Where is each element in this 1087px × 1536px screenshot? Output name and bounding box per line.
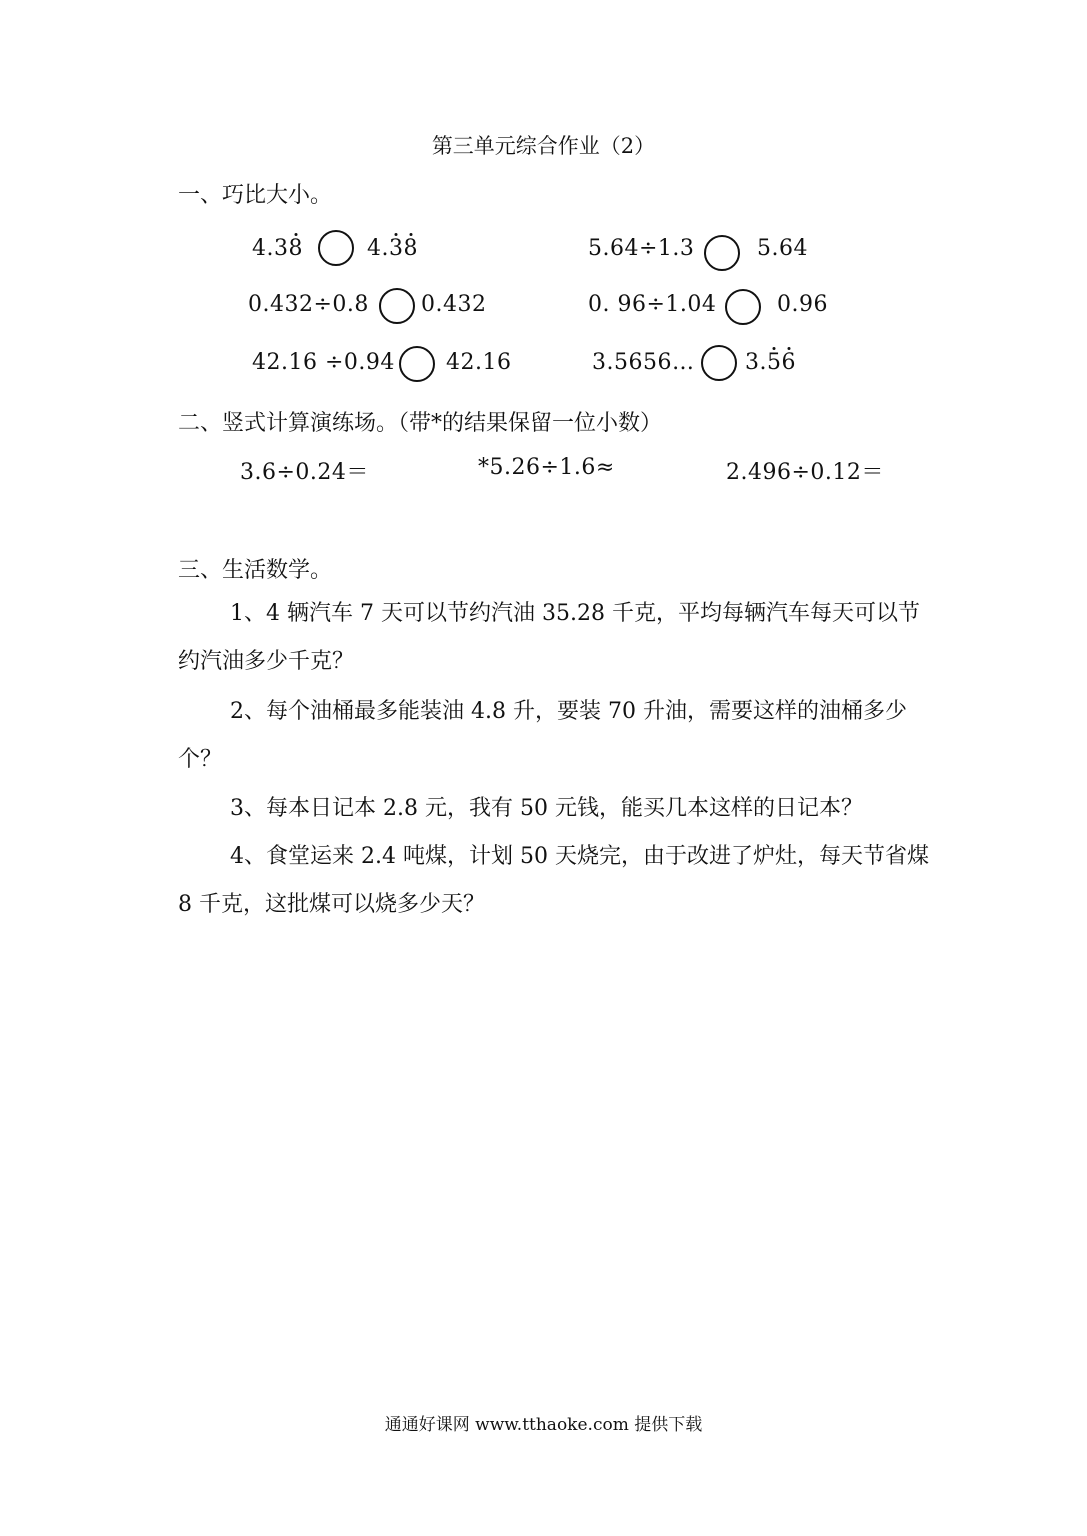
compare-1-circle[interactable] [318, 230, 354, 266]
question-4: 4、食堂运来 2.4 吨煤，计划 50 天烧完，由于改进了炉灶，每天节省煤 8 千克，这批煤可以烧多少天？ [178, 844, 929, 917]
compare-6-left: 3.5656… [592, 350, 695, 375]
section1-heading: 一、巧比大小。 [178, 183, 333, 208]
compare-1-right: 4.38 [367, 236, 418, 261]
compare-4-left: 0. 96÷1.04 [588, 292, 717, 317]
page-title: 第三单元综合作业（2） [431, 134, 656, 158]
footer-credit: 通通好课网 www.tthaoke.com 提供下载 [384, 1415, 703, 1435]
compare-2-right: 5.64 [757, 236, 808, 261]
compare-1-left: 4.38 [252, 236, 303, 261]
compare-4-circle[interactable] [725, 289, 761, 325]
section2-heading: 二、竖式计算演练场。（带*的结果保留一位小数） [178, 411, 663, 436]
compare-3-left: 0.432÷0.8 [248, 292, 369, 317]
question-1: 1、4 辆汽车 7 天可以节约汽油 35.28 千克，平均每辆汽车每天可以节约汽油多少千克？ [178, 601, 920, 674]
section3-heading: 三、生活数学。 [178, 558, 333, 583]
calc-1: 3.6÷0.24＝ [240, 460, 369, 485]
compare-5-circle[interactable] [399, 346, 435, 382]
compare-2-circle[interactable] [704, 235, 740, 271]
compare-3-right: 0.432 [421, 292, 487, 317]
compare-3-circle[interactable] [379, 288, 415, 324]
compare-6-circle[interactable] [701, 345, 737, 381]
compare-6-right: 3.56 [745, 350, 796, 375]
compare-5-right: 42.16 [446, 350, 512, 375]
calc-2: *5.26÷1.6≈ [478, 455, 615, 480]
compare-5-left: 42.16 ÷0.94 [252, 350, 395, 375]
question-2: 2、每个油桶最多能装油 4.8 升，要装 70 升油，需要这样的油桶多少个？ [178, 699, 907, 772]
compare-2-left: 5.64÷1.3 [588, 236, 695, 261]
calc-3: 2.496÷0.12＝ [726, 460, 884, 485]
question-3: 3、每本日记本 2.8 元，我有 50 元钱，能买几本这样的日记本？ [230, 796, 863, 821]
compare-4-right: 0.96 [777, 292, 828, 317]
